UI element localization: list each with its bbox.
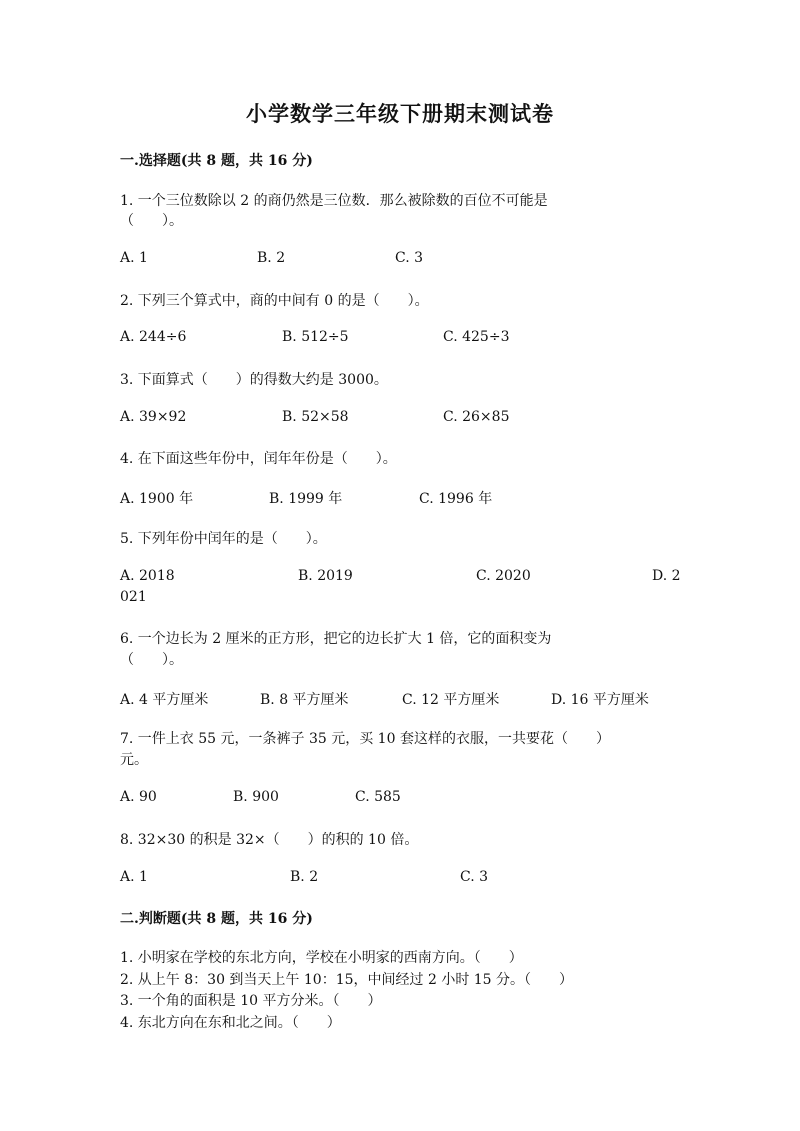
question-6-option-d: D. 16 平方厘米 [551,692,649,708]
judgment-item-1: 1. 小明家在学校的东北方向，学校在小明家的西南方向。（ ） [120,950,523,966]
page-title: 小学数学三年级下册期末测试卷 [246,101,554,126]
question-2-line-1: 2. 下列三个算式中，商的中间有 0 的是（ ）。 [120,293,429,309]
question-2-option-b: B. 512÷5 [282,329,349,345]
judgment-item-3: 3. 一个角的面积是 10 平方分米。（ ） [120,993,382,1009]
question-1-line-2: （ ）。 [120,213,183,229]
question-2-option-a: A. 244÷6 [120,329,187,345]
question-6-line-2: （ ）。 [120,652,183,668]
question-4-option-b: B. 1999 年 [269,491,343,507]
question-5-option-d-wrap: 021 [120,589,147,605]
question-1-option-a: A. 1 [120,250,148,266]
section-heading-choice: 一.选择题(共 8 题，共 16 分) [120,153,313,169]
question-8-option-c: C. 3 [460,869,489,885]
question-3-line-1: 3. 下面算式（ ）的得数大约是 3000。 [120,372,388,388]
question-6-option-b: B. 8 平方厘米 [260,692,349,708]
judgment-item-4: 4. 东北方向在东和北之间。（ ） [120,1015,341,1031]
judgment-item-2: 2. 从上午 8：30 到当天上午 10：15，中间经过 2 小时 15 分。（ ） [120,972,574,988]
question-7-option-a: A. 90 [120,789,157,805]
question-4-line-1: 4. 在下面这些年份中，闰年年份是（ ）。 [120,451,397,467]
question-7-option-c: C. 585 [355,789,401,805]
question-7-line-1: 7. 一件上衣 55 元，一条裤子 35 元，买 10 套这样的衣服，一共要花（ ） [120,731,610,747]
question-3-option-b: B. 52×58 [282,409,349,425]
question-6-line-1: 6. 一个边长为 2 厘米的正方形，把它的边长扩大 1 倍，它的面积变为 [120,631,552,647]
question-2-option-c: C. 425÷3 [443,329,510,345]
question-1-option-c: C. 3 [395,250,424,266]
question-3-option-a: A. 39×92 [120,409,187,425]
section-heading-judgment: 二.判断题(共 8 题，共 16 分) [120,911,313,927]
question-6-option-a: A. 4 平方厘米 [120,692,209,708]
question-1-option-b: B. 2 [257,250,286,266]
question-5-option-a: A. 2018 [120,568,175,584]
question-5-line-1: 5. 下列年份中闰年的是（ ）。 [120,531,327,547]
question-5-option-c: C. 2020 [476,568,531,584]
question-3-option-c: C. 26×85 [443,409,510,425]
question-7-line-2: 元。 [120,752,148,768]
question-5-option-b: B. 2019 [298,568,353,584]
question-6-option-c: C. 12 平方厘米 [402,692,500,708]
question-8-option-a: A. 1 [120,869,148,885]
question-8-option-b: B. 2 [290,869,319,885]
question-1-line-1: 1. 一个三位数除以 2 的商仍然是三位数．那么被除数的百位不可能是 [120,193,548,209]
question-7-option-b: B. 900 [233,789,279,805]
question-4-option-a: A. 1900 年 [120,491,194,507]
question-4-option-c: C. 1996 年 [419,491,493,507]
question-8-line-1: 8. 32×30 的积是 32×（ ）的积的 10 倍。 [120,832,419,848]
question-5-option-d: D. 2 [652,568,681,584]
